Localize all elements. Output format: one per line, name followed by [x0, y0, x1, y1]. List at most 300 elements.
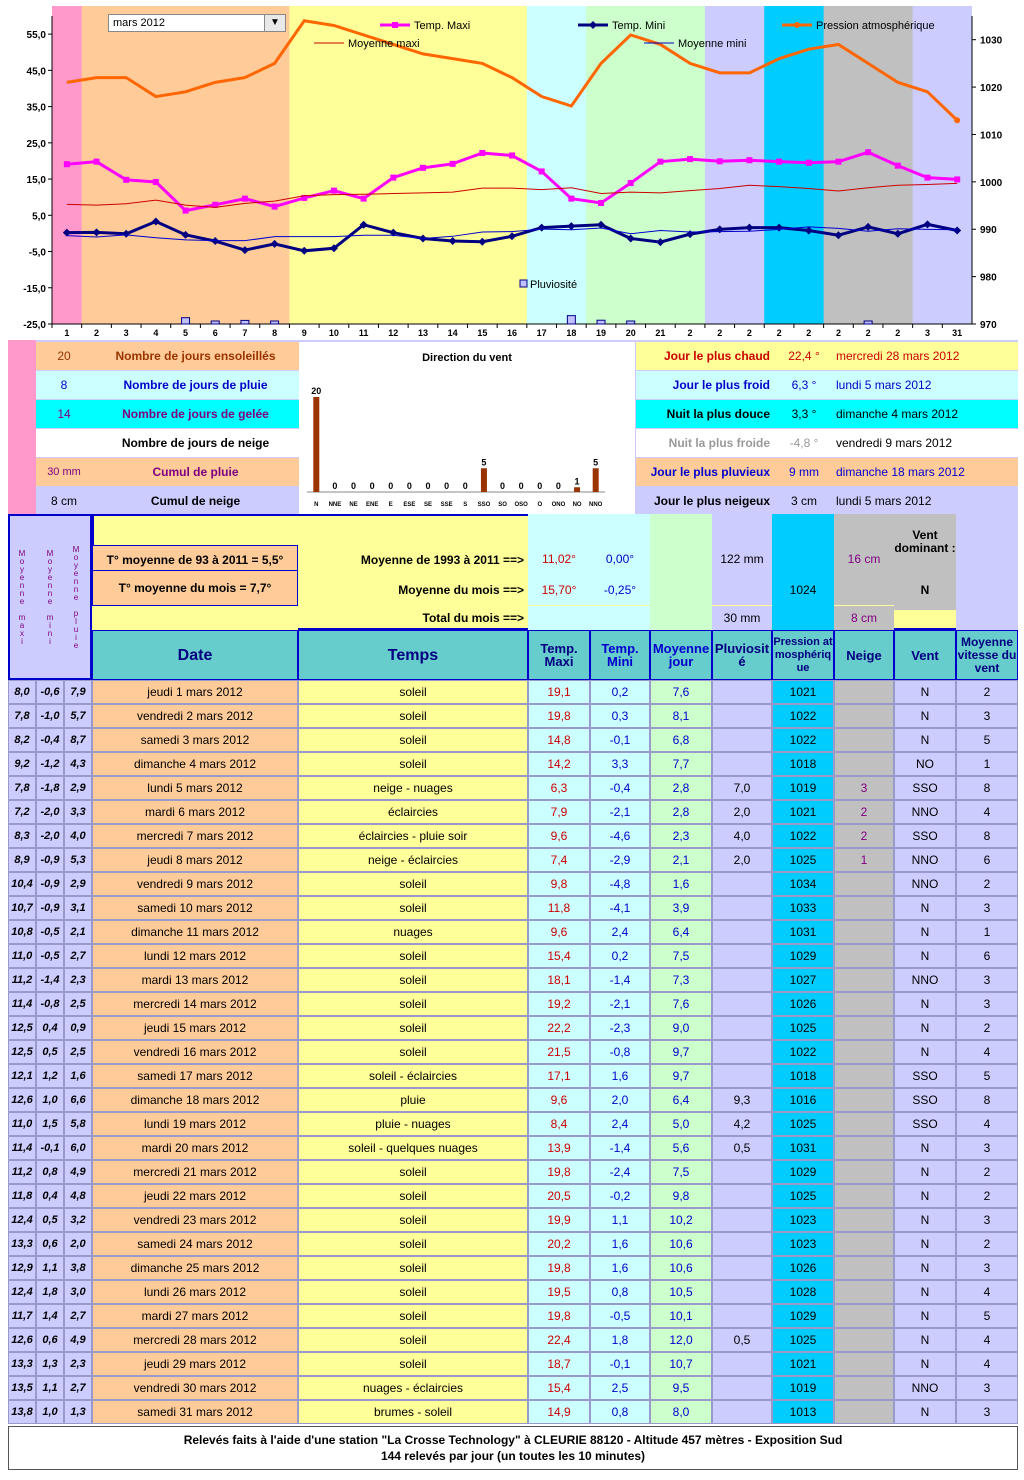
cell-vent: N [894, 920, 956, 944]
cell-pres: 1029 [772, 1160, 834, 1184]
wind-direction-label: OSO [514, 502, 528, 508]
cell-tmin: -1,4 [590, 968, 650, 992]
x-tick-label: 14 [447, 328, 458, 338]
cell-mmin: 0,8 [36, 1160, 64, 1184]
cell-pluie [712, 992, 772, 1016]
chevron-down-icon[interactable]: ▼ [264, 15, 285, 31]
cell-vit: 2 [956, 1232, 1018, 1256]
rain-bar [864, 321, 872, 324]
cell-tmax: 22,2 [528, 1016, 590, 1040]
series-point [954, 117, 960, 123]
legend-pression-marker [794, 22, 800, 28]
cell-vent: N [894, 1136, 956, 1160]
cell-moy: 7,6 [650, 680, 712, 704]
cell-date: vendredi 9 mars 2012 [92, 872, 298, 896]
wind-chart-svg [299, 342, 635, 514]
rain-bar [271, 321, 279, 324]
cell-tmin: 2,4 [590, 920, 650, 944]
cell-moy: 10,6 [650, 1256, 712, 1280]
cell-pluie [712, 704, 772, 728]
x-tick-label: 31 [952, 328, 963, 338]
cell-mmax: 11,0 [8, 944, 36, 968]
wind-direction-label: ESE [403, 502, 416, 508]
y-left-tick-label: 45,0 [26, 66, 46, 78]
right-margin [972, 6, 1018, 340]
wind-count: 0 [406, 481, 412, 491]
cell-mmax: 12,6 [8, 1328, 36, 1352]
cell-moy: 9,8 [650, 1184, 712, 1208]
cell-tmin: -4,8 [590, 872, 650, 896]
cell-mmax: 13,3 [8, 1352, 36, 1376]
cell-vent: N [894, 1328, 956, 1352]
cell-date: jeudi 1 mars 2012 [92, 680, 298, 704]
cell-neige [834, 992, 894, 1016]
y-left-tick-label: -15,0 [23, 283, 46, 295]
day-band [646, 6, 676, 324]
series-point [835, 159, 841, 165]
cell-mmax: 8,3 [8, 824, 36, 848]
moy-93-maxi: 11,02° [528, 514, 590, 575]
footer [8, 1426, 1018, 1470]
cell-pres: 1025 [772, 1184, 834, 1208]
stat-right-date: dimanche 18 mars 2012 [834, 458, 1018, 486]
cell-neige [834, 1064, 894, 1088]
cell-mmin: -0,6 [36, 680, 64, 704]
month-selector-value: mars 2012 [113, 17, 165, 29]
cell-neige [834, 920, 894, 944]
x-tick-label: 10 [328, 328, 339, 338]
x-tick-label: 13 [417, 328, 428, 338]
cell-mpl: 7,9 [64, 680, 92, 704]
day-band [319, 6, 349, 324]
cell-mmax: 11,2 [8, 968, 36, 992]
cell-vit: 3 [956, 1208, 1018, 1232]
cell-mpl: 3,0 [64, 1280, 92, 1304]
day-band [853, 6, 883, 324]
x-tick-label: 7 [242, 328, 248, 338]
legend-pluvio-swatch [520, 280, 527, 287]
x-tick-label: 2 [746, 328, 752, 338]
cell-tmin: -1,4 [590, 1136, 650, 1160]
series-point [924, 175, 930, 181]
cell-vent: N [894, 1400, 956, 1424]
cell-mmin: 1,5 [36, 1112, 64, 1136]
cell-neige [834, 1304, 894, 1328]
wind-direction-label: N [314, 502, 319, 508]
cell-tmin: -2,1 [590, 992, 650, 1016]
cell-mpl: 2,0 [64, 1232, 92, 1256]
wind-count: 5 [593, 457, 599, 468]
cell-tmax: 18,7 [528, 1352, 590, 1376]
cell-moy: 6,8 [650, 728, 712, 752]
cell-mpl: 4,9 [64, 1160, 92, 1184]
cell-mmax: 12,6 [8, 1088, 36, 1112]
wind-direction-label: NO [572, 502, 582, 508]
cell-mmax: 7,2 [8, 800, 36, 824]
cell-mpl: 4,0 [64, 824, 92, 848]
cell-vit: 5 [956, 1304, 1018, 1328]
cell-vent: N [894, 1016, 956, 1040]
cell-vit: 1 [956, 920, 1018, 944]
cell-temps: soleil [298, 1280, 528, 1304]
total-label: Total du mois ==> [422, 610, 524, 625]
stats-pink-strip [8, 340, 36, 514]
cell-temps: soleil [298, 1016, 528, 1040]
cell-vent: NNO [894, 848, 956, 872]
stat-right-date: dimanche 4 mars 2012 [834, 400, 1018, 428]
cell-mpl: 1,6 [64, 1064, 92, 1088]
x-tick-label: 4 [153, 328, 159, 338]
cell-temps: soleil [298, 896, 528, 920]
cell-tmax: 21,5 [528, 1040, 590, 1064]
day-band [200, 6, 230, 324]
cell-tmax: 17,1 [528, 1064, 590, 1088]
cell-temps: neige - éclaircies [298, 848, 528, 872]
cell-date: mercredi 14 mars 2012 [92, 992, 298, 1016]
cell-pluie [712, 752, 772, 776]
x-tick-label: 11 [358, 328, 369, 338]
series-point [272, 204, 278, 210]
cell-neige [834, 704, 894, 728]
cell-temps: nuages - éclaircies [298, 1376, 528, 1400]
cell-temps: soleil [298, 704, 528, 728]
day-band [497, 6, 527, 324]
cell-mpl: 3,2 [64, 1208, 92, 1232]
cell-tmax: 19,9 [528, 1208, 590, 1232]
cell-pluie [712, 1376, 772, 1400]
cell-tmax: 6,3 [528, 776, 590, 800]
y-right-tick-label: 970 [980, 320, 997, 331]
stat-right-label: Jour le plus neigeux [636, 487, 774, 515]
x-tick-label: 15 [477, 328, 488, 338]
cell-temps: soleil [298, 968, 528, 992]
cell-mmax: 12,5 [8, 1016, 36, 1040]
month-selector[interactable] [108, 14, 286, 32]
cell-moy: 7,6 [650, 992, 712, 1016]
cell-mmax: 7,8 [8, 704, 36, 728]
wind-direction-label: SSO [477, 502, 491, 508]
cell-mmax: 8,0 [8, 680, 36, 704]
wind-count: 0 [518, 481, 524, 491]
cell-tmin: 3,3 [590, 752, 650, 776]
cell-date: jeudi 29 mars 2012 [92, 1352, 298, 1376]
cell-moy: 7,5 [650, 944, 712, 968]
x-tick-label: 3 [924, 328, 930, 338]
stat-right-label: Jour le plus pluvieux [636, 458, 774, 486]
total-left [92, 606, 298, 630]
series-point [717, 158, 723, 164]
stat-right-value: 9 mm [774, 458, 834, 486]
day-band [942, 6, 972, 324]
wind-chart-title: Direction du vent [422, 352, 512, 364]
stat-left-value: 8 cm [36, 487, 92, 515]
cell-date: lundi 19 mars 2012 [92, 1112, 298, 1136]
moy-93-pression-bg [772, 514, 834, 630]
cell-moy: 10,1 [650, 1304, 712, 1328]
cell-mmax: 12,4 [8, 1208, 36, 1232]
y-left-tick-label: 5,0 [32, 211, 46, 223]
cell-moy: 6,4 [650, 1088, 712, 1112]
cell-mmax: 12,1 [8, 1064, 36, 1088]
x-tick-label: 16 [506, 328, 518, 338]
cell-mmin: -0,9 [36, 872, 64, 896]
moy-93-neige: 16 cm [834, 514, 894, 575]
cell-moy: 10,6 [650, 1232, 712, 1256]
rain-bar [597, 320, 605, 324]
stat-left-label: Nombre de jours de pluie [92, 371, 299, 399]
cell-tmax: 13,9 [528, 1136, 590, 1160]
wind-bar [574, 487, 580, 492]
cell-mmax: 10,4 [8, 872, 36, 896]
moy-93-label: Moyenne de 1993 à 2011 ==> [360, 552, 524, 567]
cell-mmax: 8,9 [8, 848, 36, 872]
t-moy-mois: T° moyenne du mois = 7,7° [92, 570, 298, 606]
header-temps: Temps [298, 630, 528, 680]
day-band [616, 6, 646, 324]
cell-tmin: 0,8 [590, 1280, 650, 1304]
cell-pluie: 7,0 [712, 776, 772, 800]
cell-mmin: -1,4 [36, 968, 64, 992]
cell-vit: 4 [956, 1112, 1018, 1136]
cell-pres: 1025 [772, 1328, 834, 1352]
cell-pres: 1022 [772, 728, 834, 752]
cell-date: lundi 26 mars 2012 [92, 1280, 298, 1304]
series-point [509, 153, 515, 159]
cell-tmax: 19,8 [528, 1160, 590, 1184]
y-right-tick-label: 1000 [980, 177, 1003, 189]
cell-pres: 1022 [772, 1040, 834, 1064]
wind-direction-label: S [463, 502, 468, 508]
series-point [568, 196, 574, 202]
cell-pluie [712, 1064, 772, 1088]
cell-vit: 6 [956, 848, 1018, 872]
cell-mpl: 6,6 [64, 1088, 92, 1112]
cell-temps: soleil [298, 752, 528, 776]
moy-mois-mini: -0,25° [590, 575, 650, 605]
cell-tmax: 15,4 [528, 944, 590, 968]
cell-neige [834, 752, 894, 776]
cell-tmin: 0,2 [590, 944, 650, 968]
cell-tmax: 11,8 [528, 896, 590, 920]
cell-mmax: 11,4 [8, 1136, 36, 1160]
cell-vit: 8 [956, 776, 1018, 800]
wind-count: 0 [444, 481, 450, 491]
cell-neige [834, 944, 894, 968]
wind-count: 0 [500, 481, 506, 491]
stat-right-value: 3,3 ° [774, 400, 834, 428]
cell-pluie: 9,3 [712, 1088, 772, 1112]
cell-vit: 5 [956, 728, 1018, 752]
cell-vent: SSO [894, 1088, 956, 1112]
cell-tmax: 7,4 [528, 848, 590, 872]
cell-pres: 1033 [772, 896, 834, 920]
total-neige: 8 cm [834, 606, 894, 630]
cell-temps: éclaircies [298, 800, 528, 824]
cell-date: mercredi 7 mars 2012 [92, 824, 298, 848]
series-point [895, 163, 901, 169]
cell-moy: 9,7 [650, 1064, 712, 1088]
cell-vent: N [894, 992, 956, 1016]
series-point [657, 159, 663, 165]
cell-vent: N [894, 704, 956, 728]
cell-moy: 9,5 [650, 1376, 712, 1400]
cell-tmax: 14,9 [528, 1400, 590, 1424]
cell-vent: N [894, 1160, 956, 1184]
cell-moy: 5,0 [650, 1112, 712, 1136]
cell-date: lundi 5 mars 2012 [92, 776, 298, 800]
cell-pres: 1021 [772, 800, 834, 824]
moy-93-mini: 0,00° [590, 514, 650, 575]
cell-pres: 1026 [772, 1256, 834, 1280]
cell-tmin: 2,5 [590, 1376, 650, 1400]
cell-tmax: 9,6 [528, 920, 590, 944]
cell-moy: 2,3 [650, 824, 712, 848]
vert-header-moy-mini: Moyenne mini [45, 549, 55, 645]
cell-vent: N [894, 1280, 956, 1304]
cell-mmin: 1,1 [36, 1376, 64, 1400]
cell-tmax: 20,5 [528, 1184, 590, 1208]
legend-pression-label: Pression atmosphérique [816, 20, 935, 32]
cell-tmax: 14,2 [528, 752, 590, 776]
cell-date: jeudi 8 mars 2012 [92, 848, 298, 872]
day-band [171, 6, 201, 324]
cell-tmin: 2,4 [590, 1112, 650, 1136]
cell-vit: 3 [956, 1376, 1018, 1400]
cell-vent: N [894, 1232, 956, 1256]
cell-temps: soleil [298, 1184, 528, 1208]
legend-pluvio-label: Pluviosité [530, 279, 578, 291]
wind-bar [481, 468, 487, 492]
cell-vent: SSO [894, 1064, 956, 1088]
cell-vent: SSO [894, 824, 956, 848]
header-mini: Temp. Mini [590, 630, 650, 680]
cell-pres: 1023 [772, 1208, 834, 1232]
vent-dominant-label: Vent dominant : [894, 514, 956, 570]
cell-moy: 7,7 [650, 752, 712, 776]
cell-tmin: -2,3 [590, 1016, 650, 1040]
cell-pres: 1013 [772, 1400, 834, 1424]
cell-mmin: -1,2 [36, 752, 64, 776]
cell-mpl: 2,5 [64, 992, 92, 1016]
cell-pres: 1034 [772, 872, 834, 896]
cell-neige: 2 [834, 824, 894, 848]
cell-neige [834, 1256, 894, 1280]
cell-mpl: 2,3 [64, 1352, 92, 1376]
series-point [746, 157, 752, 163]
x-tick-label: 21 [655, 328, 666, 338]
cell-pres: 1022 [772, 704, 834, 728]
cell-vent: N [894, 1352, 956, 1376]
cell-tmax: 19,8 [528, 1256, 590, 1280]
cell-pres: 1021 [772, 680, 834, 704]
cell-temps: soleil [298, 1352, 528, 1376]
cell-vit: 3 [956, 1256, 1018, 1280]
day-band [111, 6, 141, 324]
cell-neige [834, 1160, 894, 1184]
day-band [913, 6, 943, 324]
cell-vent: N [894, 944, 956, 968]
x-tick-label: 19 [596, 328, 607, 338]
cell-pres: 1023 [772, 1232, 834, 1256]
cell-vent: N [894, 1304, 956, 1328]
cell-pres: 1021 [772, 1352, 834, 1376]
cell-tmin: 0,8 [590, 1400, 650, 1424]
cell-temps: pluie [298, 1088, 528, 1112]
cell-tmin: -2,1 [590, 800, 650, 824]
cell-vent: N [894, 1040, 956, 1064]
cell-tmin: -2,9 [590, 848, 650, 872]
series-point [687, 156, 693, 162]
stat-left-label: Nombre de jours de neige [92, 429, 299, 457]
cell-date: mardi 20 mars 2012 [92, 1136, 298, 1160]
day-band [349, 6, 379, 324]
cell-mpl: 2,7 [64, 1304, 92, 1328]
day-band [230, 6, 260, 324]
cell-date: vendredi 16 mars 2012 [92, 1040, 298, 1064]
x-tick-label: 3 [123, 328, 129, 338]
stat-right-date: lundi 5 mars 2012 [834, 487, 1018, 515]
y-right-tick-label: 980 [980, 272, 997, 284]
series-point [450, 161, 456, 167]
day-band [557, 6, 587, 324]
cell-mpl: 2,7 [64, 944, 92, 968]
wind-count: 0 [388, 481, 394, 491]
series-point [64, 161, 70, 167]
cell-tmin: 1,1 [590, 1208, 650, 1232]
x-tick-label: 2 [776, 328, 782, 338]
cell-tmin: 0,3 [590, 704, 650, 728]
cell-tmin: -0,8 [590, 1040, 650, 1064]
cell-vit: 2 [956, 872, 1018, 896]
x-tick-label: 2 [895, 328, 901, 338]
cell-temps: soleil [298, 728, 528, 752]
cell-mpl: 0,9 [64, 1016, 92, 1040]
series-point [361, 196, 367, 202]
cell-tmax: 19,2 [528, 992, 590, 1016]
cell-neige [834, 1184, 894, 1208]
cell-vent: NNO [894, 1376, 956, 1400]
cell-neige: 2 [834, 800, 894, 824]
cell-tmin: -2,4 [590, 1160, 650, 1184]
series-point [331, 188, 337, 194]
cell-mpl: 3,8 [64, 1256, 92, 1280]
stat-left-value: 14 [36, 400, 92, 428]
series-point [954, 176, 960, 182]
cell-neige [834, 1352, 894, 1376]
cell-mmax: 12,5 [8, 1040, 36, 1064]
y-right-tick-label: 1030 [980, 35, 1003, 47]
cell-moy: 2,1 [650, 848, 712, 872]
cell-mpl: 3,3 [64, 800, 92, 824]
stat-left-value: 30 mm [36, 458, 92, 486]
cell-temps: soleil - quelques nuages [298, 1136, 528, 1160]
series-point [242, 196, 248, 202]
cell-pres: 1026 [772, 992, 834, 1016]
x-tick-label: 12 [388, 328, 399, 338]
moy-mois-pluie [712, 575, 772, 605]
cell-vit: 3 [956, 1136, 1018, 1160]
cell-pluie [712, 896, 772, 920]
y-left-tick-label: 35,0 [26, 102, 46, 114]
cell-moy: 8,1 [650, 704, 712, 728]
cell-neige [834, 728, 894, 752]
cell-mmin: 1,0 [36, 1400, 64, 1424]
legend-temp-maxi-marker [392, 22, 398, 28]
cell-date: mardi 27 mars 2012 [92, 1304, 298, 1328]
cell-mmax: 11,8 [8, 1184, 36, 1208]
cell-moy: 7,5 [650, 1160, 712, 1184]
series-point [865, 149, 871, 155]
